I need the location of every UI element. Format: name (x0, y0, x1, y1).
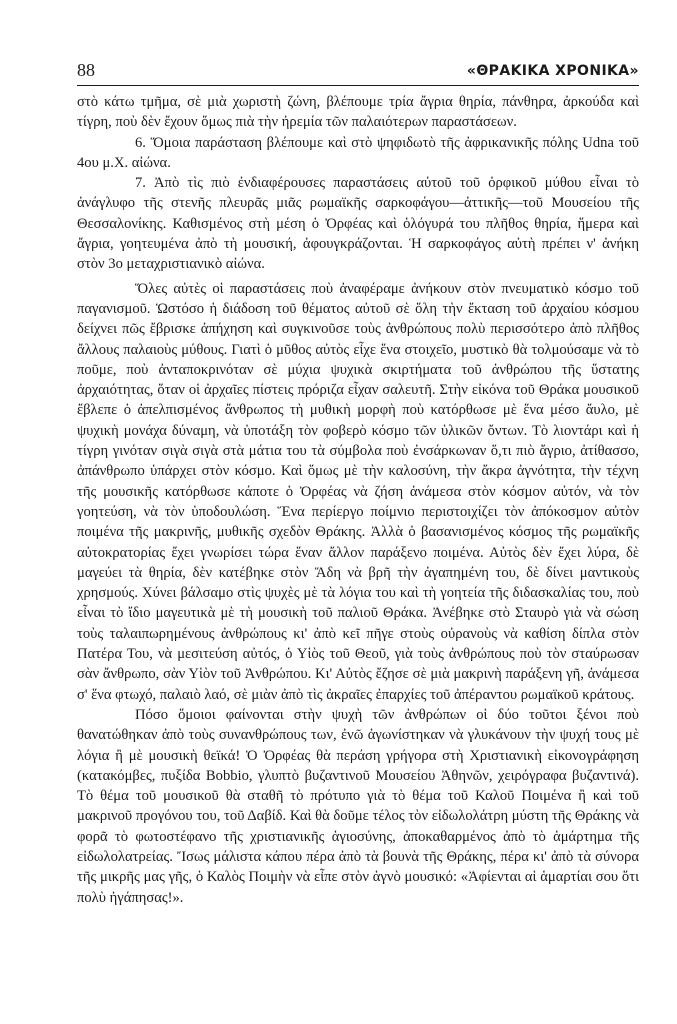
paragraph-main: Ὅλες αὐτὲς οἱ παραστάσεις ποὺ ἀναφέραμε ἀνήκουν στὸν πνευματικὸ κόσμο τοῦ παγανισμοῦ. Ὡστόσο ἡ διάδοση τοῦ θέματος αὐτοῦ σὲ ὅλη τὴν ἔκταση τοῦ ἀρχαίου κόσμου δείχνει πῶς ἔβρισκε ἀπήχηση καὶ συγκινοῦσε τοὺς ἀνθρώπους πολὺ περισσότερο ἀπὸ πλῆθος ἄλλους παλαιοὺς μύθους. Γιατὶ ὁ μῦθος αὐτὸς εἶχε ἕνα στοιχεῖο, μυστικὸ θὰ τολμούσαμε νὰ τὸ ποῦμε, ποὺ ἀνταποκρινόταν σὲ μύχια ψυχικὰ σκιρτήματα τοῦ ἀνθρώπου τῆς ὕστατης ἀρχαιότητας, ὅταν οἱ ἀρχαῖες πίστεις πρόριζα εἶχαν σαλευτῆ. Στὴν εἰκόνα τοῦ Θράκα μουσικοῦ ἔβλεπε ὁ ἀπελπισμένος ἄνθρωπος τὴ μυθικὴ μορφὴ ποὺ κατόρθωσε μὲ ἕνα μέσο ἄυλο, μὲ ψυχικὴ μονάχα δύναμη, νὰ ὑποτάξη τὸν φοβερὸ κόσμο τῶν ὑλικῶν ὄντων. Τὸ λιοντάρι καὶ ἡ τίγρη γινόταν σιγὰ σιγὰ στὰ μάτια του τὰ σύμβολα ποὺ ἐνσάρκωναν ὅ,τι πιὸ ἄγριο, ἀτίθασσο, ἀπάνθρωπο ὑπάρχει στὸν κόσμο. Καὶ ὅμως μὲ τὴν καλοσύνη, τὴν ἄκρα ἀγνότητα, τὴν τέχνη τῆς μουσικῆς κατόρθωσε κάποτε ὁ Ὀρφέας νὰ ζήση ἀνάμεσα στὸν κόσμον αὐτόν, νὰ τὸν γοητεύση, νὰ τὸν ὑποδουλώση. Ἕνα περίεργο ποίμνιο περιστοιχίζει τὸν ἀπόκοσμον αὐτὸν ποιμένα τῆς μακρινῆς, μυθικῆς σχεδὸν Θράκης. Ἀλλὰ ὁ βασανισμένος κόσμος τῆς ρωμαϊκῆς αὐτοκρατορίας ἔχει γνωρίσει τώρα ἕναν ἄλλον παράξενο ποιμένα. Αὐτὸς δὲν ἔχει λύρα, δὲ μαγεύει τὰ θηρία, δὲν κατέβηκε στὸν Ἅδη νὰ βρῆ τὴν ἀγαπημένη του, δὲ δίνει μαντικοὺς χρησμούς. Χύνει βάλσαμο στὶς ψυχὲς μὲ τὰ λόγια του καὶ τὴ γοητεία τῆς διδασκαλίας του, ποὺ εἶναι τὸ ἴδιο μαγευτικὰ μὲ τὴ μουσικὴ τοῦ παλιοῦ Θράκα. Ἀνέβηκε στὸ Σταυρὸ γιὰ νὰ σώση τοὺς ταλαιπωρημένους ἀνθρώπους κι' ἀπὸ κεῖ πῆγε στοὺς οὐρανοὺς νὰ καθίση δίπλα στὸν Πατέρα Του, νὰ μεσιτεύση αὐτός, ὁ Υἱὸς τοῦ Θεοῦ, γιὰ τοὺς ἀνθρώπους ποὺ τὸν σταύρωσαν σὰν ἄνθρωπο, σὰν Υἱὸν τοῦ Ἀνθρώπου. Κι' Αὐτὸς ἔζησε σὲ μιὰ μακρινὴ παράξενη γῆ, ἀνάμεσα σ' ἕνα φτωχό, παλαιὸ λαό, σὲ μιὰν ἀπὸ τὶς ἀκραῖες ἐπαρχίες τοῦ ἀπέραντου ρωμαϊκοῦ κράτους. (77, 280, 639, 703)
paragraph-continuation: στὸ κάτω τμῆμα, σὲ μιὰ χωριστὴ ζώνη, βλέπουμε τρία ἄγρια θηρία, πάνθηρα, ἀρκούδα καὶ τίγρη, ποὺ δὲν ἔχουν ὅμως πιὰ τὴν ἠρεμία τῶν παλαιότερων παραστάσεων. (77, 94, 639, 131)
running-title: «ΘΡΑΚΙΚΑ ΧΡΟΝΙΚΑ» (466, 63, 639, 79)
page-header (77, 60, 639, 84)
body-text (77, 92, 639, 908)
page-number: 88 (77, 60, 95, 80)
paragraph-note-6: 6. Ὅμοια παράσταση βλέπουμε καὶ στὸ ψηφιδωτὸ τῆς ἀφρικανικῆς πόλης Udna τοῦ 4ου μ.Χ. αἰώνα. (77, 134, 639, 171)
paragraph-closing: Πόσο ὅμοιοι φαίνονται στὴν ψυχὴ τῶν ἀνθρώπων οἱ δύο τοῦτοι ξένοι ποὺ θανατώθηκαν ἀπὸ τοὺς συνανθρώπους των, ἐνῶ ἀγωνίστηκαν νὰ γλυκάνουν τὴν ψυχή τους μὲ λόγια ἢ μὲ μουσικὴ θεϊκά! Ὁ Ὀρφέας θὰ περάση γρήγορα στὴ Χριστιανικὴ εἰκονογράφηση (κατακόμβες, πυξίδα Bobbio, γλυπτὸ βυζαντινοῦ Μουσείου Ἀθηνῶν, χειρόγραφα βυζαντινά). Τὸ θέμα τοῦ μουσικοῦ θὰ σταθῆ τὸ πρότυπο γιὰ τὸ θέμα τοῦ Καλοῦ Ποιμένα ἢ καὶ τοῦ μακρινοῦ προγόνου του, τοῦ Δαβίδ. Καὶ θὰ δοῦμε τέλος τὸν εἰδωλολάτρη μύστη τῆς Θράκης νὰ φορᾶ τὸ φωτοστέφανο τῆς χριστιανικῆς ἁγιοσύνης, ἀποκαθαρμένος ἀπὸ τὸ ἁμάρτημα τῆς εἰδωλολατρείας. Ἴσως μάλιστα κάπου πέρα ἀπὸ τὰ βουνὰ τῆς Θράκης, πέρα κι' ἀπὸ τὰ σύνορα τῆς μικρῆς μας γῆς, ὁ Καλὸς Ποιμὴν νὰ εἶπε στὸν ἁγνὸ μουσικό: «Ἀφίενται αἱ ἁμαρτίαι σου ὅτι πολὺ ἠγάπησας!». (77, 706, 639, 906)
header-rule (77, 85, 639, 86)
paragraph-note-7: 7. Ἀπὸ τὶς πιὸ ἐνδιαφέρουσες παραστάσεις αὐτοῦ τοῦ ὀρφικοῦ μύθου εἶναι τὸ ἀνάγλυφο τῆς στενῆς πλευρᾶς μιᾶς ρωμαϊκῆς σαρκοφάγου—ἀττικῆς—τοῦ Μουσείου τῆς Θεσσαλονίκης. Καθισμένος στὴ μέση ὁ Ὀρφέας καὶ ὁλόγυρά του πλῆθος θηρία, ἥμερα καὶ ἄγρια, γοητευμένα ἀπὸ τὴ μουσική, ἀφουγκράζονται. Ἡ σαρκοφάγος αὐτὴ πρέπει ν' ἀνήκη στὸν 3ο μεταχριστιανικὸ αἰώνα. (77, 175, 639, 273)
